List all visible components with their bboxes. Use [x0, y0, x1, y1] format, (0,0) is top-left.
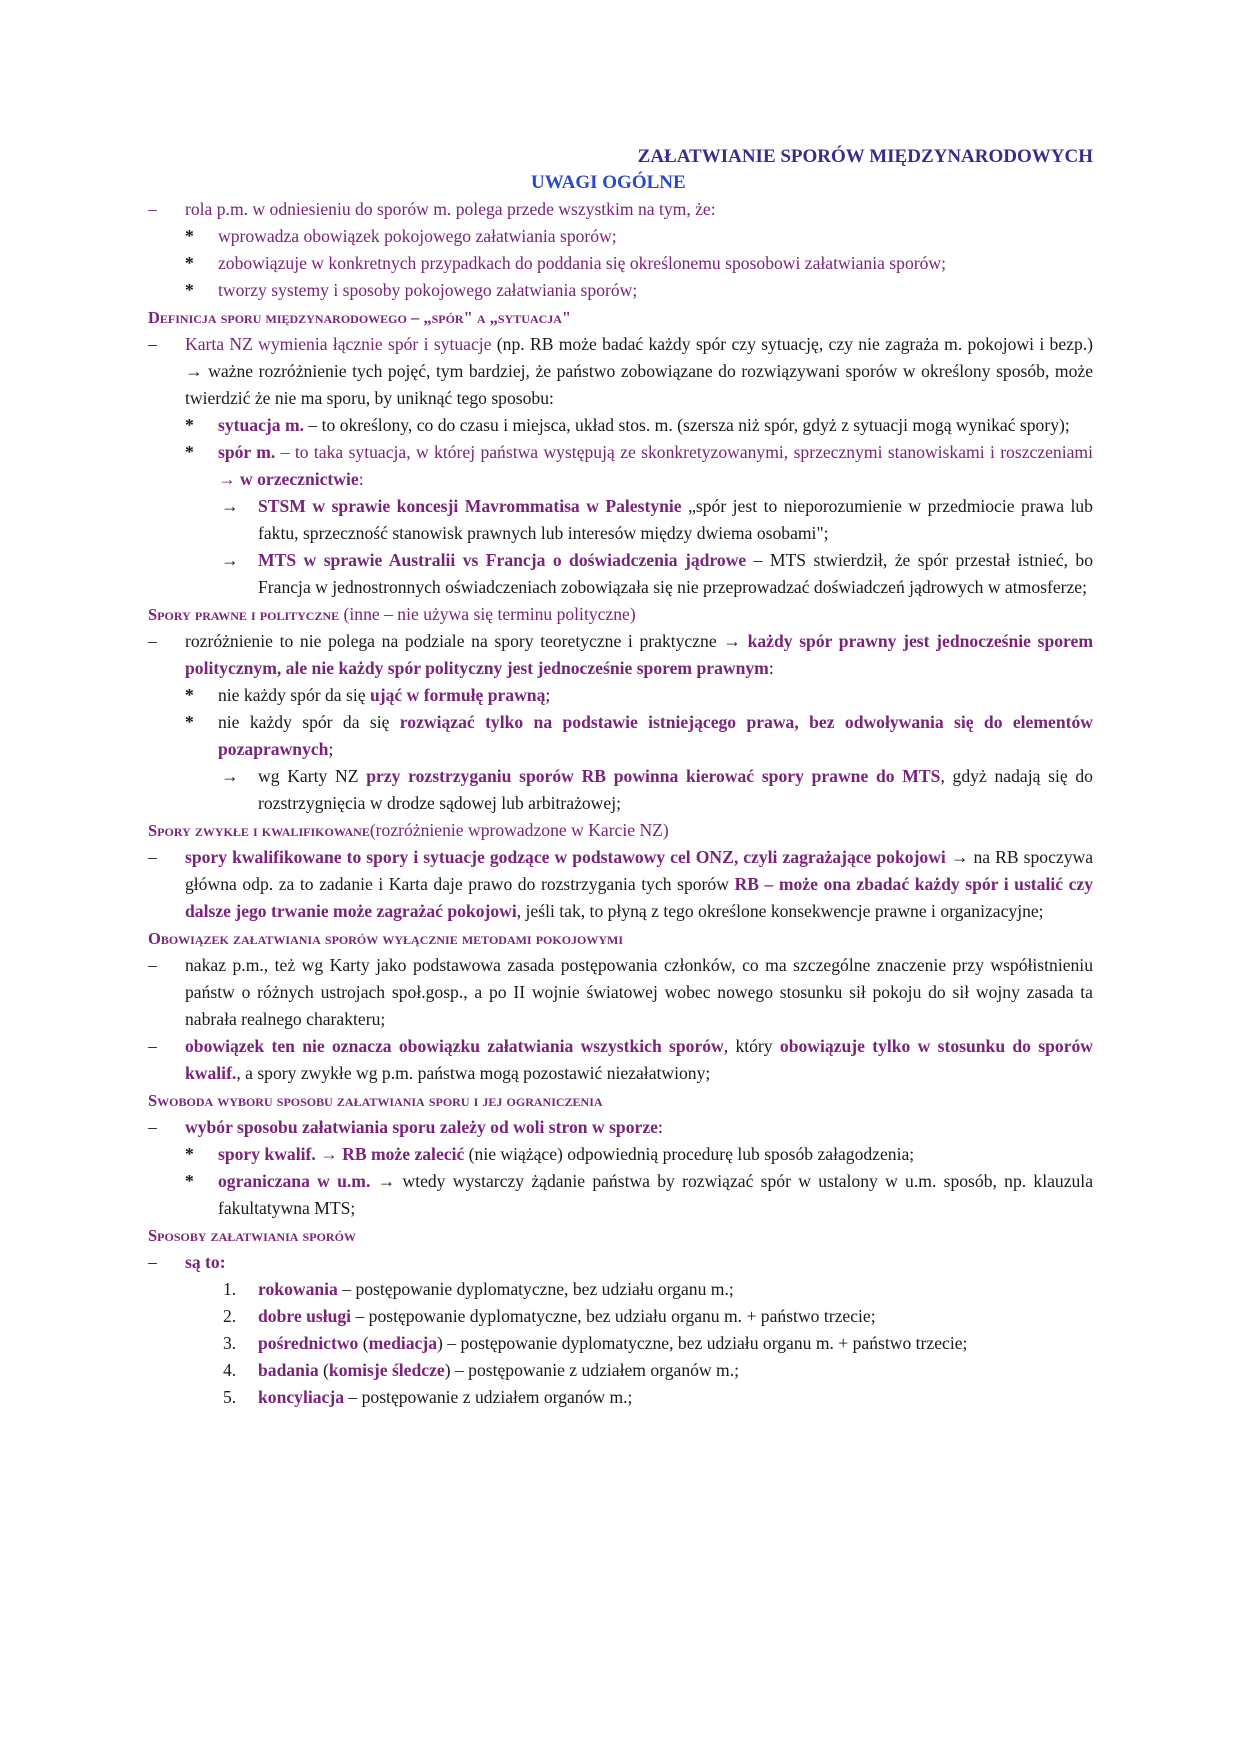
- bullet: * nie każdy spór da się rozwiązać tylko na podstawie istniejącego prawa, bez odwoływania się do elementów pozaprawnych;: [148, 709, 1093, 763]
- document-subtitle: UWAGI OGÓLNE: [531, 172, 686, 193]
- paragraph: – Karta NZ wymienia łącznie spór i sytuacje (np. RB może badać każdy spór czy sytuację, czy nie zagraża m. pokojowi i bezp.) → ważne rozróżnienie tych pojęć, tym bardziej, że państwo zobowiązane do rozwiązywani sporów w określony sposób, może twierdzić że nie ma sporu, by uniknąć tego sposobu:: [148, 331, 1093, 412]
- paragraph: – są to:: [148, 1249, 1093, 1276]
- star-marker: *: [185, 415, 194, 435]
- arrow-item: → wg Karty NZ przy rozstrzyganiu sporów RB powinna kierować spory prawne do MTS, gdyż nadają się do rozstrzygnięcia w drodze sądowej lub arbitrażowej;: [148, 763, 1093, 817]
- dash-marker: –: [148, 1252, 157, 1272]
- numbered-item: 1. rokowania – postępowanie dyplomatyczne, bez udziału organu m.;: [148, 1276, 1093, 1303]
- arrow-marker: →: [221, 496, 239, 516]
- number-marker: 2.: [223, 1306, 237, 1326]
- paragraph: – obowiązek ten nie oznacza obowiązku załatwiania wszystkich sporów, który obowiązuje tylko w stosunku do sporów kwalif., a spory zwykłe wg p.m. państwa mogą pozostawić niezałatwiony;: [148, 1033, 1093, 1087]
- paragraph: – wybór sposobu załatwiania sporu zależy od woli stron w sporze:: [148, 1114, 1093, 1141]
- star-marker: *: [185, 685, 194, 705]
- dash-marker: –: [148, 334, 157, 354]
- star-marker: *: [185, 712, 194, 732]
- star-marker: *: [185, 280, 194, 300]
- arrow-marker: →: [221, 550, 239, 570]
- section-heading: Definicja sporu międzynarodowego – „spór" a „sytuacja": [148, 308, 572, 327]
- dash-marker: –: [148, 847, 157, 867]
- bullet: * spór m. – to taka sytuacja, w której państwa występują ze skonkretyzowanymi, sprzecznymi stanowiskami i roszczeniami → w orzecznictwie:: [148, 439, 1093, 493]
- star-marker: *: [185, 253, 194, 273]
- arrow-item: → STSM w sprawie koncesji Mavrommatisa w Palestynie „spór jest to nieporozumienie w przedmiocie prawa lub faktu, sprzeczność stanowisk prawnych lub interesów między dwiema osobami";: [148, 493, 1093, 547]
- number-marker: 5.: [223, 1387, 237, 1407]
- numbered-item: 4. badania (komisje śledcze) – postępowanie z udziałem organów m.;: [148, 1357, 1093, 1384]
- number-marker: 3.: [223, 1333, 237, 1353]
- dash-marker: –: [148, 631, 157, 651]
- numbered-item: 5. koncyliacja – postępowanie z udziałem organów m.;: [148, 1384, 1093, 1411]
- bullet: * ograniczana w u.m. → wtedy wystarczy żądanie państwa by rozwiązać spór w ustalony w u.m. sposób, np. klauzula fakultatywna MTS;: [148, 1168, 1093, 1222]
- dash-marker: –: [148, 1117, 157, 1137]
- star-marker: *: [185, 1171, 194, 1191]
- intro-bullet: * tworzy systemy i sposoby pokojowego załatwiania sporów;: [148, 277, 1093, 304]
- section-heading: Swoboda wyboru sposobu załatwiania sporu i jej ograniczenia: [148, 1091, 603, 1110]
- bullet: * spory kwalif. → RB może zalecić (nie wiążące) odpowiednią procedurę lub sposób załagodzenia;: [148, 1141, 1093, 1168]
- document-title: ZAŁATWIANIE SPORÓW MIĘDZYNARODOWYCH: [637, 146, 1093, 167]
- paragraph: – spory kwalifikowane to spory i sytuacje godzące w podstawowy cel ONZ, czyli zagrażające pokojowi → na RB spoczywa główna odp. za to zadanie i Karta daje prawo do rozstrzygania tych sporów RB – może ona zbadać każdy spór i ustalić czy dalsze jego trwanie może zagrażać pokojowi, jeśli tak, to płyną z tego określone konsekwencje prawne i organizacyjne;: [148, 844, 1093, 925]
- bullet: * sytuacja m. – to określony, co do czasu i miejsca, układ stos. m. (szersza niż spór, gdyż z sytuacji mogą wynikać spory);: [148, 412, 1093, 439]
- document-page: [148, 144, 1093, 1411]
- star-marker: *: [185, 1144, 194, 1164]
- star-marker: *: [185, 442, 194, 462]
- intro-bullet: * wprowadza obowiązek pokojowego załatwiania sporów;: [148, 223, 1093, 250]
- intro-bullet: * zobowiązuje w konkretnych przypadkach do poddania się określonemu sposobowi załatwiania sporów;: [148, 250, 1093, 277]
- arrow-item: → MTS w sprawie Australii vs Francja o doświadczenia jądrowe – MTS stwierdził, że spór przestał istnieć, bo Francja w jednostronnych oświadczeniach zobowiązała się nie przeprowadzać doświadczeń jądrowych w atmosferze;: [148, 547, 1093, 601]
- intro-paragraph: – rola p.m. w odniesieniu do sporów m. polega przede wszystkim na tym, że:: [148, 196, 1093, 223]
- paragraph: – nakaz p.m., też wg Karty jako podstawowa zasada postępowania członków, co ma szczególne znaczenie przy współistnieniu państw o różnych ustrojach społ.gosp., a po II wojnie światowej wobec nowego stosunku sił pokoju do sił wojny zasada ta nabrała realnego charakteru;: [148, 952, 1093, 1033]
- number-marker: 4.: [223, 1360, 237, 1380]
- numbered-item: 3. pośrednictwo (mediacja) – postępowanie dyplomatyczne, bez udziału organu m. + państwo trzecie;: [148, 1330, 1093, 1357]
- section-heading: Spory prawne i polityczne (inne – nie używa się terminu polityczne): [148, 604, 636, 624]
- dash-marker: –: [148, 199, 157, 219]
- star-marker: *: [185, 226, 194, 246]
- section-heading: Obowiązek załatwiania sporów wyłącznie metodami pokojowymi: [148, 929, 624, 948]
- dash-marker: –: [148, 955, 157, 975]
- number-marker: 1.: [223, 1279, 237, 1299]
- numbered-item: 2. dobre usługi – postępowanie dyplomatyczne, bez udziału organu m. + państwo trzecie;: [148, 1303, 1093, 1330]
- dash-marker: –: [148, 1036, 157, 1056]
- paragraph: – rozróżnienie to nie polega na podziale na spory teoretyczne i praktyczne → każdy spór prawny jest jednocześnie sporem politycznym, ale nie każdy spór polityczny jest jednocześnie sporem prawnym:: [148, 628, 1093, 682]
- section-heading: Spory zwykłe i kwalifikowane(rozróżnienie wprowadzone w Karcie NZ): [148, 820, 669, 840]
- section-heading: Sposoby załatwiania sporów: [148, 1226, 356, 1245]
- bullet: * nie każdy spór da się ująć w formułę prawną;: [148, 682, 1093, 709]
- arrow-marker: →: [221, 766, 239, 786]
